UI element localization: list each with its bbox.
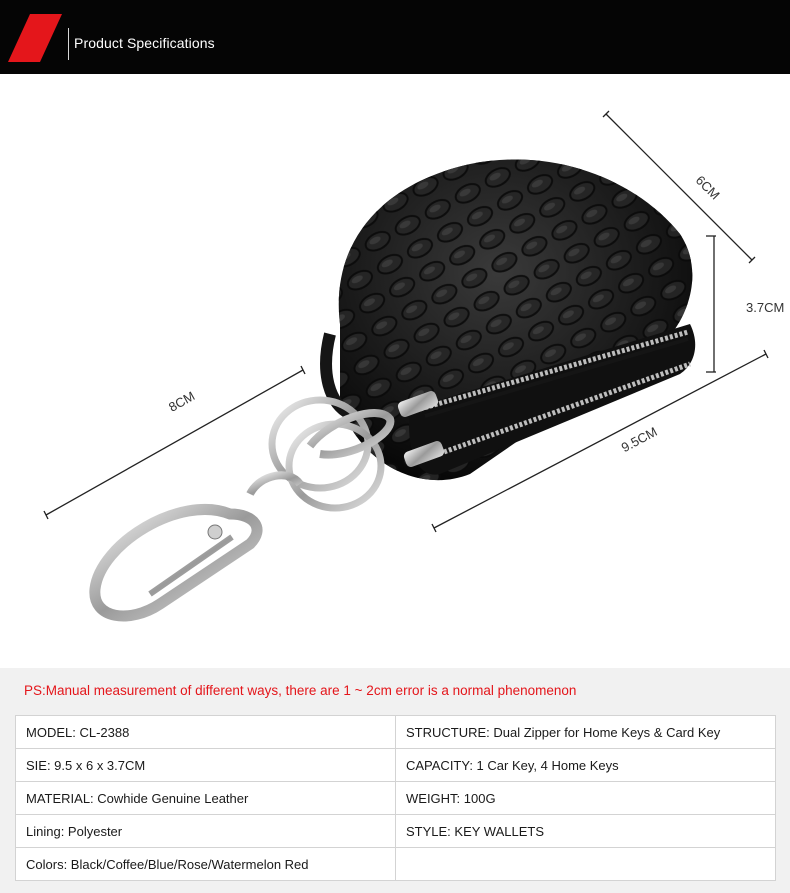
spec-material: MATERIAL: Cowhide Genuine Leather: [16, 782, 396, 815]
key-wallet-photo-icon: [0, 74, 790, 668]
spec-style: STYLE: KEY WALLETS: [396, 815, 776, 848]
page-title: Product Specifications: [74, 35, 215, 51]
spec-colors: Colors: Black/Coffee/Blue/Rose/Watermelon Red: [16, 848, 396, 881]
spec-table: [15, 715, 776, 881]
spec-capacity: CAPACITY: 1 Car Key, 4 Home Keys: [396, 749, 776, 782]
dimension-height: 3.7CM: [746, 300, 785, 315]
table-row: [16, 848, 776, 881]
red-slash-logo-icon: [0, 0, 70, 74]
measurement-note: PS:Manual measurement of different ways, there are 1 ~ 2cm error is a normal phenomenon: [24, 683, 577, 698]
table-row: [16, 815, 776, 848]
dimension-length: 9.5CM: [618, 423, 660, 456]
spec-lining: Lining: Polyester: [16, 815, 396, 848]
dimension-width: 6CM: [692, 172, 723, 203]
table-row: [16, 749, 776, 782]
spec-structure: STRUCTURE: Dual Zipper for Home Keys & Card Key: [396, 716, 776, 749]
product-photo: [0, 74, 790, 668]
dimension-strap: 8CM: [166, 388, 198, 415]
table-row: [16, 782, 776, 815]
table-row: [16, 716, 776, 749]
header-banner: [0, 0, 790, 74]
spec-empty-cell: [396, 848, 776, 881]
spec-model: MODEL: CL-2388: [16, 716, 396, 749]
spec-size: SIE: 9.5 x 6 x 3.7CM: [16, 749, 396, 782]
header-divider: [68, 28, 69, 60]
spec-weight: WEIGHT: 100G: [396, 782, 776, 815]
